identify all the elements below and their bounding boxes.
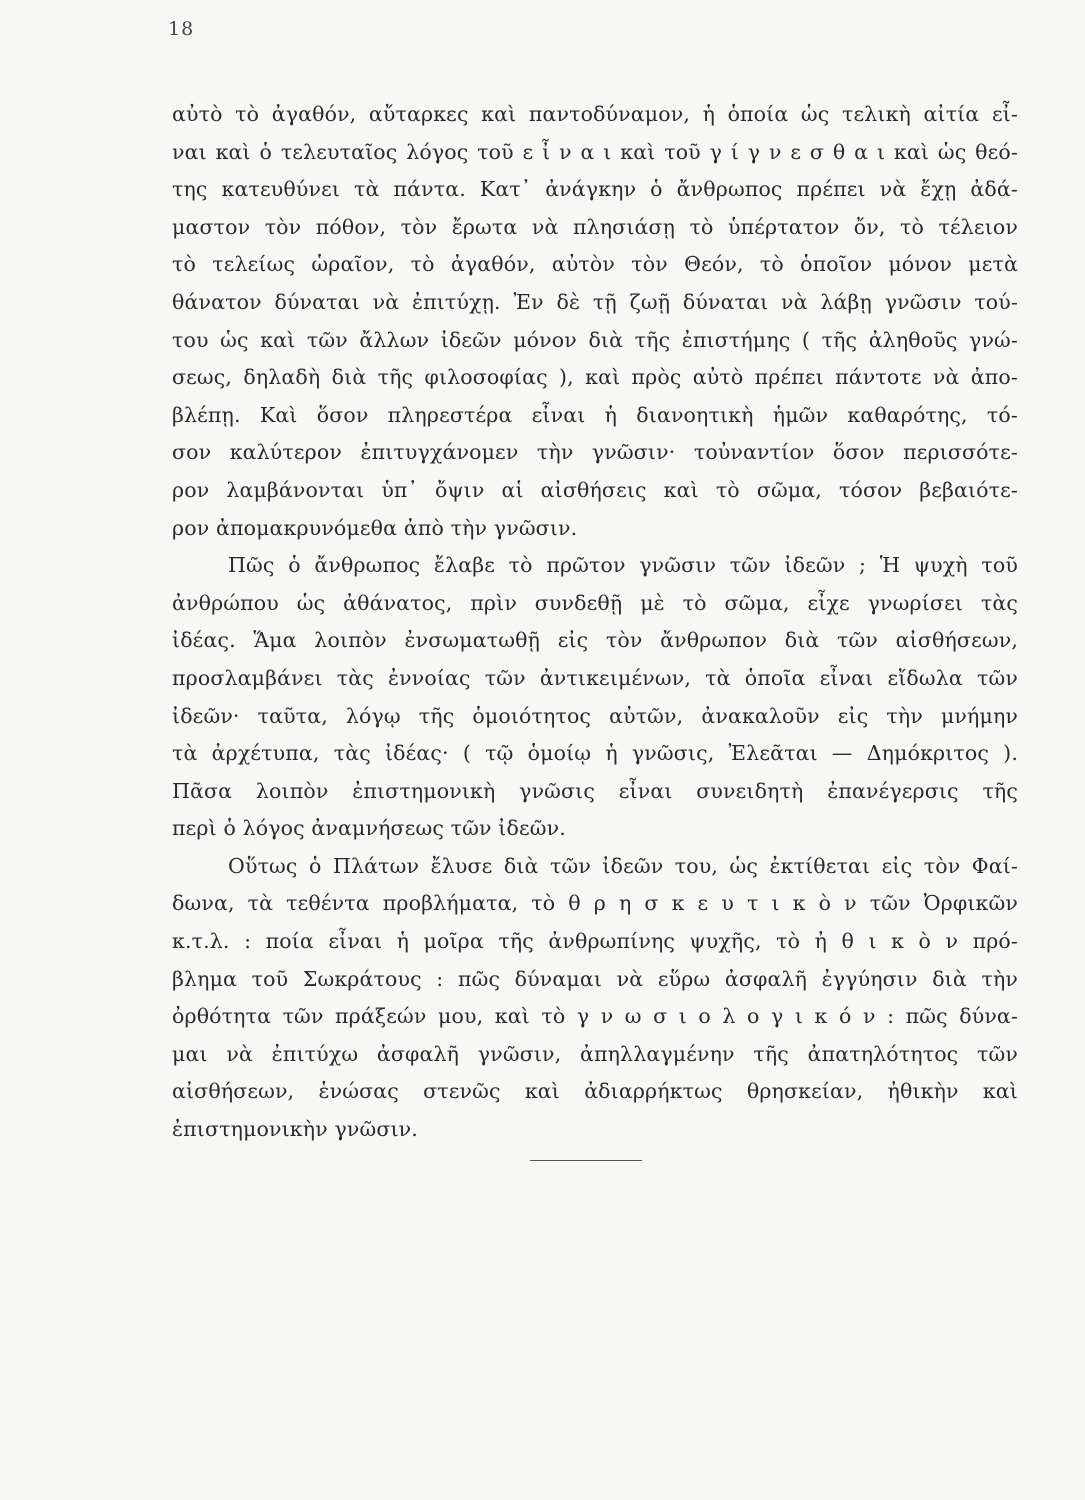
text-line: ρον λαμβάνονται ὑπ᾽ ὄψιν αἱ αἰσθήσεις καὶ τὸ σῶμα, τόσον βεβαιότε- bbox=[172, 477, 1018, 502]
text-line: ναι καὶ ὁ τελευταῖος λόγος τοῦ ε ἶ ν α ι καὶ τοῦ γ ί γ ν ε σ θ α ι καὶ ὡς θεό- bbox=[172, 139, 1018, 164]
text-line: Πῶς ὁ ἄνθρωπος ἔλαβε τὸ πρῶτον γνῶσιν τῶν ἰδεῶν ; Ἡ ψυχὴ τοῦ bbox=[228, 553, 1018, 578]
text-line: θάνατον δύναται νὰ ἐπιτύχῃ. Ἐν δὲ τῇ ζωῇ δύναται νὰ λάβῃ γνῶσιν τού- bbox=[172, 289, 1018, 314]
text-line: σον καλύτερον ἐπιτυγχάνομεν τὴν γνῶσιν· τοὐναντίον ὅσον περισσότε- bbox=[172, 440, 1018, 465]
text-line: τὰ ἀρχέτυπα, τὰς ἰδέας· ( τῷ ὁμοίῳ ἡ γνῶσις, Ἐλεᾶται — Δημόκριτος ). bbox=[172, 741, 1018, 766]
text-line: ἰδέας. Ἅμα λοιπὸν ἐνσωματωθῇ εἰς τὸν ἄνθρωπον διὰ τῶν αἰσθήσεων, bbox=[172, 628, 1018, 653]
text-line: προσλαμβάνει τὰς ἐννοίας τῶν ἀντικειμένων, τὰ ὁποῖα εἶναι εἴδωλα τῶν bbox=[172, 665, 1018, 690]
text-line: μαστον τὸν πόθον, τὸν ἔρωτα νὰ πλησιάσῃ τὸ ὑπέρτατον ὄν, τὸ τέλειον bbox=[172, 214, 1018, 239]
text-line: ἰδεῶν· ταῦτα, λόγῳ τῆς ὁμοιότητος αὐτῶν, ἀνακαλοῦν εἰς τὴν μνήμην bbox=[172, 703, 1018, 728]
text-line: Οὕτως ὁ Πλάτων ἔλυσε διὰ τῶν ἰδεῶν του, ὡς ἐκτίθεται εἰς τὸν Φαί- bbox=[228, 853, 1018, 878]
text-line: αἰσθήσεων, ἑνώσας στενῶς καὶ ἀδιαρρήκτως θρησκείαν, ἠθικὴν καὶ bbox=[172, 1079, 1018, 1104]
section-divider bbox=[530, 1160, 642, 1161]
text-line: σεως, δηλαδὴ διὰ τῆς φιλοσοφίας ), καὶ πρὸς αὐτὸ πρέπει πάντοτε νὰ ἀπο- bbox=[172, 365, 1018, 390]
text-line: ἐπιστημονικὴν γνῶσιν. bbox=[172, 1117, 418, 1142]
text-line: του ὡς καὶ τῶν ἄλλων ἰδεῶν μόνον διὰ τῆς ἐπιστήμης ( τῆς ἀληθοῦς γνώ- bbox=[172, 327, 1018, 352]
text-line: περὶ ὁ λόγος ἀναμνήσεως τῶν ἰδεῶν. bbox=[172, 816, 566, 841]
text-line: ρον ἀπομακρυνόμεθα ἀπὸ τὴν γνῶσιν. bbox=[172, 515, 578, 540]
text-line: βλέπῃ. Καὶ ὅσον πληρεστέρα εἶναι ἡ διανοητικὴ ἡμῶν καθαρότης, τό- bbox=[172, 402, 1018, 427]
text-line: τὸ τελείως ὡραῖον, τὸ ἀγαθόν, αὐτὸν τὸν Θεόν, τὸ ὁποῖον μόνον μετὰ bbox=[172, 252, 1018, 277]
text-line: κ.τ.λ. : ποία εἶναι ἡ μοῖρα τῆς ἀνθρωπίνης ψυχῆς, τὸ ἠ θ ι κ ὸ ν πρό- bbox=[172, 929, 1018, 954]
text-line: δωνα, τὰ τεθέντα προβλήματα, τὸ θ ρ η σ κ ε υ τ ι κ ὸ ν τῶν Ὀρφικῶν bbox=[172, 891, 1018, 916]
text-line: ἀνθρώπου ὡς ἀθάνατος, πρὶν συνδεθῇ μὲ τὸ σῶμα, εἶχε γνωρίσει τὰς bbox=[172, 590, 1018, 615]
text-line: βλημα τοῦ Σωκράτους : πῶς δύναμαι νὰ εὕρω ἀσφαλῆ ἐγγύησιν διὰ τὴν bbox=[172, 966, 1018, 991]
page-number: 18 bbox=[168, 18, 195, 40]
body-text bbox=[172, 96, 1018, 1149]
text-line: Πᾶσα λοιπὸν ἐπιστημονικὴ γνῶσις εἶναι συνειδητὴ ἐπανέγερσις τῆς bbox=[172, 778, 1018, 803]
text-line: μαι νὰ ἐπιτύχω ἀσφαλῆ γνῶσιν, ἀπηλλαγμένην τῆς ἀπατηλότητος τῶν bbox=[172, 1041, 1018, 1066]
text-line: αὐτὸ τὸ ἀγαθόν, αὔταρκες καὶ παντοδύναμον, ἡ ὁποία ὡς τελικὴ αἰτία εἶ- bbox=[172, 102, 1018, 126]
text-line: της κατευθύνει τὰ πάντα. Κατ᾽ ἀνάγκην ὁ ἄνθρωπος πρέπει νὰ ἔχῃ ἀδά- bbox=[172, 177, 1018, 202]
text-line: ὀρθότητα τῶν πράξεών μου, καὶ τὸ γ ν ω σ ι ο λ ο γ ι κ ό ν : πῶς δύνα- bbox=[172, 1004, 1018, 1029]
